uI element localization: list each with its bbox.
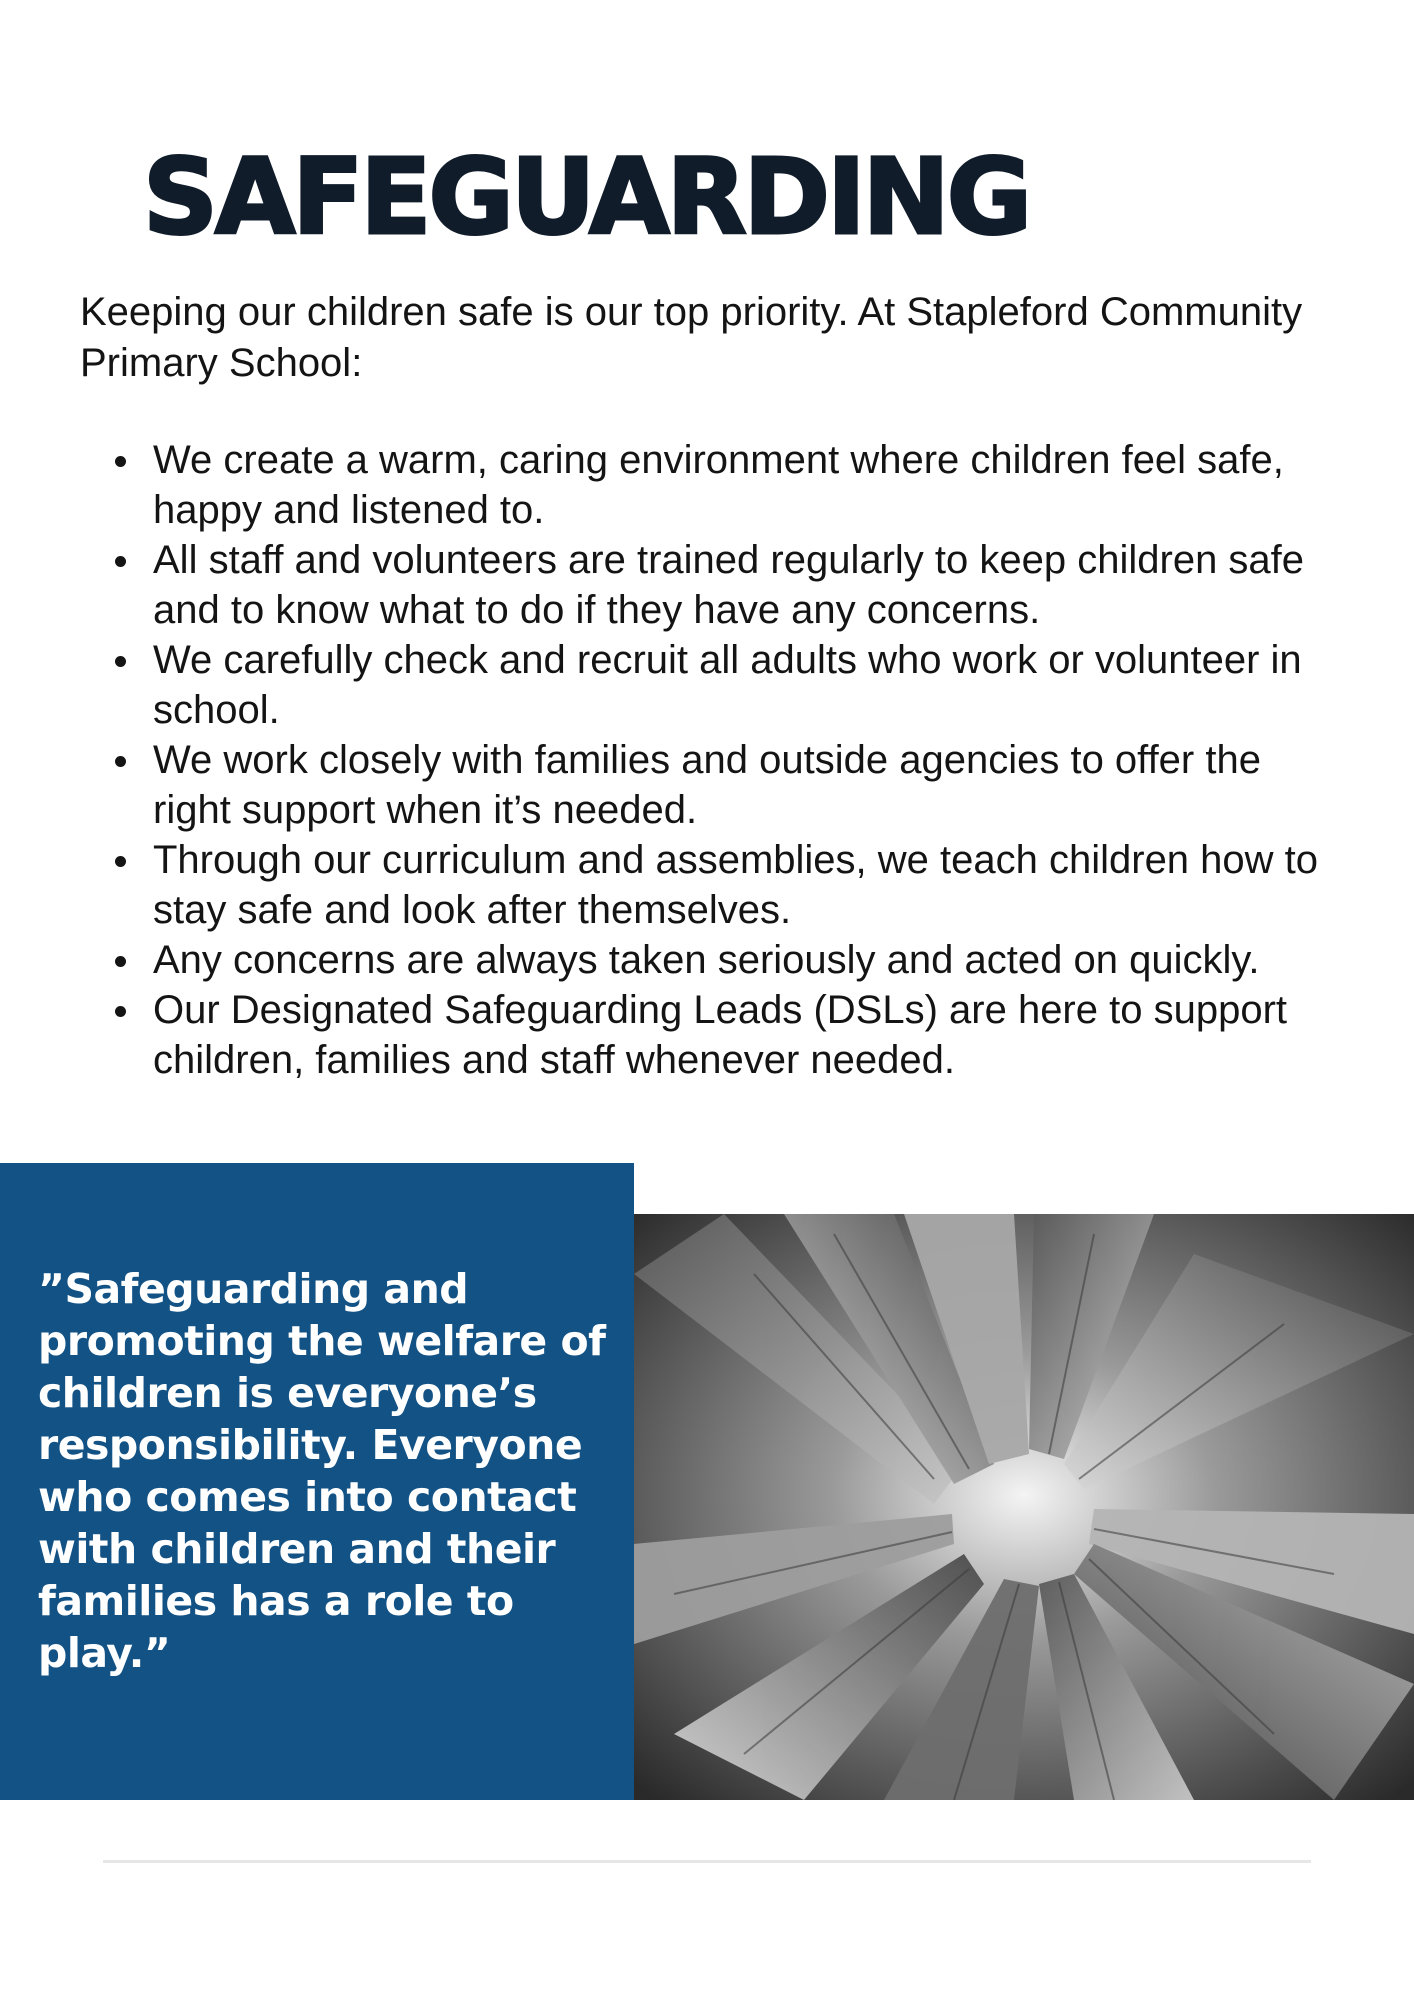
list-item [153, 435, 1333, 535]
bullet-icon [115, 956, 126, 967]
quote-panel [0, 1163, 634, 1800]
bullet-icon [115, 756, 126, 767]
divider [103, 1860, 1311, 1863]
list-item-text: Any concerns are always taken seriously and acted on quickly. [153, 938, 1260, 982]
list-item-text: Through our curriculum and assemblies, we teach children how to stay safe and look after themselves. [153, 838, 1319, 932]
list-item-text: We work closely with families and outside agencies to offer the right support when it’s needed. [153, 738, 1261, 832]
bullet-icon [115, 656, 126, 667]
hands-together-photo [634, 1214, 1414, 1800]
list-item-text: We carefully check and recruit all adults who work or volunteer in school. [153, 638, 1302, 732]
list-item-text: All staff and volunteers are trained regularly to keep children safe and to know what to do if they have any concerns. [153, 538, 1305, 632]
list-item [153, 535, 1333, 635]
bullet-icon [115, 456, 126, 467]
page-title: SAFEGUARDING [143, 136, 1030, 258]
intro-text: Keeping our children safe is our top priority. At Stapleford Community Primary School: [80, 290, 1303, 385]
bullet-icon [115, 1006, 126, 1017]
list-item [153, 935, 1333, 985]
list-item [153, 735, 1333, 835]
list-item [153, 985, 1333, 1085]
list-item [153, 635, 1333, 735]
bullet-icon [115, 856, 126, 867]
bullet-icon [115, 556, 126, 567]
quote-text: ”Safeguarding and promoting the welfare of children is everyone’s responsibility. Everyone who comes into contact with children and their families has a role to play.” [38, 1265, 606, 1677]
safeguarding-points-list [153, 435, 1333, 1085]
list-item-text: Our Designated Safeguarding Leads (DSLs) are here to support children, families and staff whenever needed. [153, 988, 1288, 1082]
list-item [153, 835, 1333, 935]
list-item-text: We create a warm, caring environment where children feel safe, happy and listened to. [153, 438, 1284, 532]
